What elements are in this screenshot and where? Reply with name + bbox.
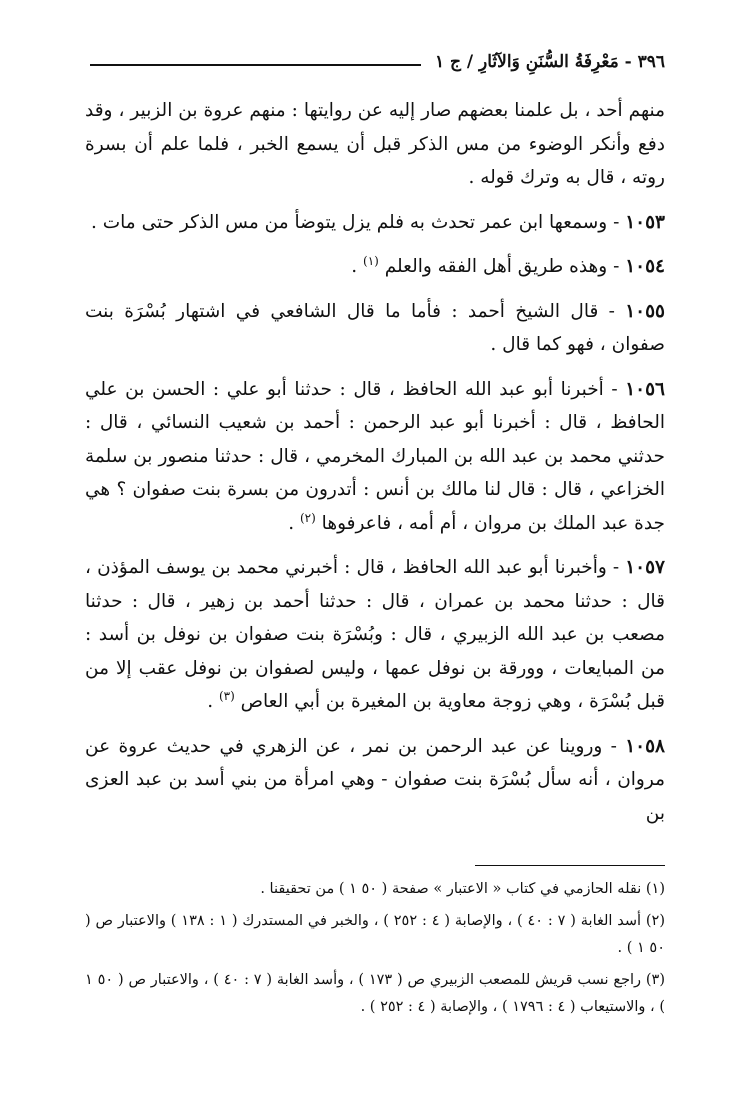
footnote: (٢) أسد الغابة ( ٧ : ٤٠ ) ، والإصابة ( ٤ : ٢٥٢ ) ، والخبر في المستدرك ( ١ : ١٣٨ ) والاعتبار ص ( ٥٠ ١ ) . bbox=[85, 913, 666, 956]
hadith-number: ١٠٥٧ bbox=[625, 557, 665, 578]
paragraph-text: - قال الشيخ أحمد : فأما ما قال الشافعي في اشتهار بُسْرَة بنت صفوان ، فهو كما قال . bbox=[85, 300, 665, 355]
hadith-number: ١٠٥٥ bbox=[625, 300, 665, 322]
paragraph-text: - وسمعها ابن عمر تحدث به فلم يزل يتوضأ من مس الذكر حتى مات . bbox=[90, 211, 626, 233]
footnote: (١) نقله الحازمي في كتاب « الاعتبار » صفحة ( ٥٠ ١ ) من تحقيقنا . bbox=[260, 881, 665, 897]
paragraph bbox=[85, 94, 665, 195]
paragraph-text: - أخبرنا أبو عبد الله الحافظ ، قال : حدثنا أبو علي : الحسن بن علي الحافظ ، قال : أخبرنا أبو عبد الرحمن : أحمد بن شعيب النسائي ، قال : حدثني محمد بن عبد الله بن المبارك المخرمي ، قال : حدثنا منصور بن سلمة الخزاعي ، قال : قال لنا مالك بن أنس : أتدرون من بسرة بنت صفوان ؟ هي جدة عبد الملك بن مروان ، أم أمه ، فاعرفوها bbox=[85, 378, 665, 534]
paragraph-text: - وأخبرنا أبو عبد الله الحافظ ، قال : أخبرني محمد بن يوسف المؤذن ، قال : حدثنا محمد بن عمران ، قال : حدثنا أحمد بن زهير ، قال : حدثنا مصعب بن عبد الله الزبيري ، قال : وبُسْرَة بنت صفوان بن نوفل بن أسد : من المبايعات ، وورقة بن نوفل عمها ، وليس لصفوان بن نوفل عقب إلا من قبل بُسْرَة ، وهي زوجة معاوية بن المغيرة بن أبي العاص bbox=[85, 557, 665, 712]
paragraph-text-end: . bbox=[207, 691, 219, 712]
main-text bbox=[85, 94, 665, 841]
hadith-number: ١٠٥٦ bbox=[625, 378, 665, 400]
hadith-number: ١٠٥٣ bbox=[625, 211, 665, 233]
paragraph bbox=[85, 730, 665, 831]
page-header bbox=[90, 52, 665, 72]
header-rule bbox=[90, 64, 421, 66]
running-head: ٣٩٦ - مَعْرِفَةُ السُّنَنِ وَالآثَارِ / ج ١ bbox=[434, 52, 665, 72]
footnote-marker: (٣) bbox=[218, 688, 235, 703]
footnote: (٣) راجع نسب قريش للمصعب الزبيري ص ( ١٧٣ ) ، وأسد الغابة ( ٧ : ٤٠ ) ، والاعتبار ص ( ٥٠ ١ ) ، والاستيعاب ( ٤ : ١٧٩٦ ) ، والإصابة ( ٤ : ٢٥٢ ) . bbox=[85, 972, 665, 1015]
paragraph bbox=[85, 551, 665, 719]
paragraph-text-end: . bbox=[288, 512, 300, 534]
footnotes bbox=[85, 876, 665, 1026]
paragraph-text: منهم أحد ، بل علمنا بعضهم صار إليه عن روايتها : منهم عروة بن الزبير ، وقد دفع وأنكر الوضوء من مس الذكر قبل أن يسمع الخبر ، فلما علم أن بسرة روته ، قال به وترك قوله . bbox=[85, 100, 665, 188]
footnote-marker: (١) bbox=[363, 253, 379, 268]
paragraph bbox=[85, 250, 665, 284]
footnote-divider bbox=[475, 865, 665, 866]
paragraph-text: - وهذه طريق أهل الفقه والعلم bbox=[378, 256, 626, 277]
footnote-marker: (٢) bbox=[299, 510, 316, 525]
paragraph-text: - وروينا عن عبد الرحمن بن نمر ، عن الزهري في حديث عروة عن مروان ، أنه سأل بُسْرَة بنت صفوان - وهي امرأة من بني أسد بن عبد العزى بن bbox=[85, 735, 665, 824]
hadith-number: ١٠٥٤ bbox=[625, 256, 665, 277]
paragraph-text-end: . bbox=[351, 256, 363, 277]
paragraph bbox=[85, 373, 665, 541]
paragraph bbox=[85, 295, 665, 362]
hadith-number: ١٠٥٨ bbox=[625, 735, 665, 757]
paragraph bbox=[85, 206, 665, 240]
